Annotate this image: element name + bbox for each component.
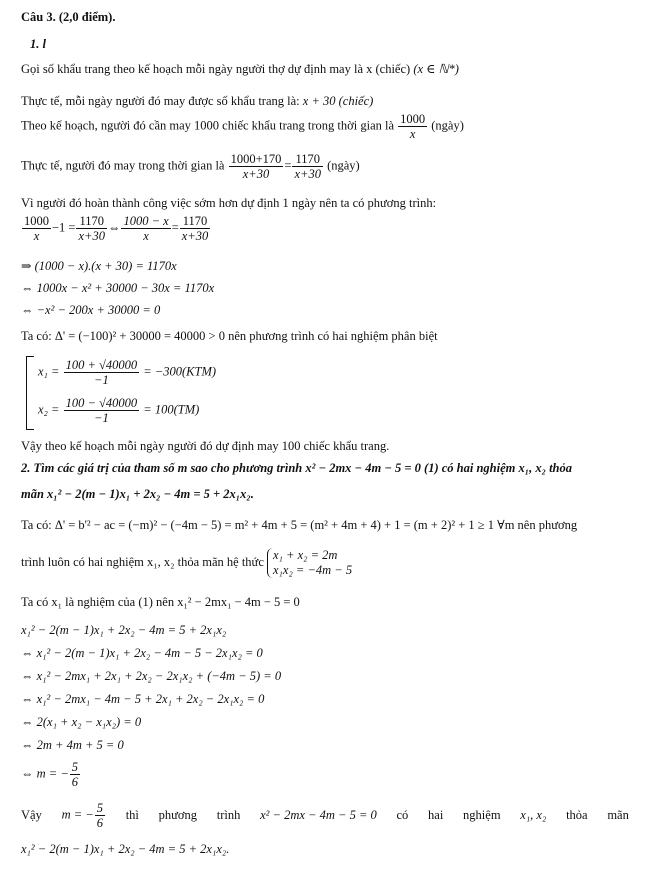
vieta-text: trình luôn có hai nghiệm x₁, x₂ thỏa mãn hệ thức — [21, 554, 264, 569]
plan-unit: (ngày) — [431, 118, 464, 133]
question-heading: Câu 3. (2,0 điểm). — [21, 10, 116, 24]
conclusion-2-last: x₁² − 2(m − 1)x₁ + 2x₂ − 4m = 5 + 2x₁x₂. — [21, 842, 230, 856]
root-x1: x₁ = $\frac{100 + √40000}{-1}$ = −300(KTM) — [38, 358, 217, 387]
intro-real: Thực tế, người đó may trong thời gian là $\frac{1000+170}{x+30}$ = $\frac{1170}{x+30}$ (ngày) — [21, 152, 360, 181]
final-fraction: $\frac{5}{6}$ — [71, 760, 79, 789]
actual-text: Thực tế, mỗi ngày người đó may được số khẩu trang là: — [21, 94, 300, 108]
delta-line-2: Ta có: Δ' = b'² − ac = (−m)² − (−4m − 5) = m² + 4m + 5 = (m² + 4m + 4) + 1 = (m + 2)² + 1 ≥ 1 ∀m nên phương — [21, 518, 578, 532]
eq1-frac-2: $\frac{1170}{x+30}$ — [78, 214, 105, 243]
actual-expr: x + 30 (chiếc) — [302, 94, 374, 108]
step2-line: ⇔ 2m + 4m + 5 = 0 — [21, 738, 124, 752]
root-x1-fraction: $\frac{100 + √40000}{-1}$ — [65, 358, 138, 387]
step2-line: x₁² − 2(m − 1)x₁ + 2x₂ − 4m = 5 + 2x₁x₂ — [21, 623, 227, 637]
real-unit: (ngày) — [327, 158, 360, 173]
eq1-frac-1: $\frac{1000}{x}$ — [24, 214, 49, 243]
step1-line: ⇒ (1000 − x).(x + 30) = 1170x — [21, 259, 177, 273]
equation-1: $\frac{1000}{x}$ −1 = $\frac{1170}{x+30}$ ⇔ $\frac{1000 - x}{x}$ = $\frac{1170}{x+30}$ — [24, 214, 209, 243]
let-text: Gọi số khẩu trang theo kế hoạch mỗi ngày người thợ dự định may là x (chiếc) — [21, 62, 411, 76]
roots-bracket — [26, 356, 34, 430]
conclusion-1: Vậy theo kế hoạch mỗi ngày người đó dự định may 100 chiếc khẩu trang. — [21, 439, 390, 453]
concl-fraction: $\frac{5}{6}$ — [96, 801, 103, 830]
part1-label: 1. l — [30, 37, 46, 51]
vieta-system: x₁ + x₂ = 2m x₁x₂ = −4m − 5 — [267, 548, 352, 578]
vieta-line — [21, 548, 352, 578]
real-text: Thực tế, người đó may trong thời gian là — [21, 158, 225, 173]
part2-title-2: mãn x₁² − 2(m − 1)x₁ + 2x₂ − 4m = 5 + 2x₁x₂. — [21, 487, 254, 501]
step1-line: ⇔ 1000x − x² + 30000 − 30x = 1170x — [21, 281, 215, 295]
let-condition: (x ∈ ℕ*) — [413, 62, 459, 76]
real-fraction-2: $\frac{1170}{x+30}$ — [294, 152, 321, 181]
intro-plan — [21, 112, 464, 141]
delta-line-1: Ta có: Δ' = (−100)² + 30000 = 40000 > 0 nên phương trình có hai nghiệm phân biệt — [21, 329, 438, 343]
plan-text: Theo kế hoạch, người đó cần may 1000 chiếc khẩu trang trong thời gian là — [21, 118, 395, 133]
eq1-frac-3: $\frac{1000 - x}{x}$ — [123, 214, 169, 243]
root-line: Ta có x₁ là nghiệm của (1) nên x₁² − 2mx₁ − 4m − 5 = 0 — [21, 595, 300, 609]
root-x2-fraction: $\frac{100 - √40000}{-1}$ — [65, 396, 138, 425]
step2-line: ⇔ x₁² − 2mx₁ − 4m − 5 + 2x₁ + 2x₂ − 2x₁x₂ = 0 — [21, 692, 265, 706]
real-fraction-1: $\frac{1000+170}{x+30}$ — [230, 152, 282, 181]
plan-fraction: $\frac{1000}{x}$ — [400, 112, 426, 141]
root-x2: x₂ = $\frac{100 - √40000}{-1}$ = 100(TM) — [38, 396, 200, 425]
conclusion-2: Vậy m = − $\frac{5}{6}$ thì phương trình x² − 2mx − 4m − 5 = 0 có hai nghiệm x₁, x₂ thỏa mãn — [21, 801, 629, 830]
since-text: Vì người đó hoàn thành công việc sớm hơn dự định 1 ngày nên ta có phương trình: — [21, 196, 437, 210]
intro-let — [21, 63, 459, 76]
step2-line: ⇔ 2(x₁ + x₂ − x₁x₂) = 0 — [21, 715, 142, 729]
part2-title: 2. Tìm các giá trị của tham số m sao cho phương trình x² − 2mx − 4m − 5 = 0 (1) có hai nghiệm x₁, x₂ thỏa — [21, 461, 573, 475]
step2-line: ⇔ x₁² − 2(m − 1)x₁ + 2x₂ − 4m − 5 − 2x₁x₂ = 0 — [21, 646, 263, 660]
final-m: ⇔ m = − $\frac{5}{6}$ — [21, 760, 79, 789]
step2-line: ⇔ x₁² − 2mx₁ + 2x₁ + 2x₂ − 2x₁x₂ + (−4m − 5) = 0 — [21, 669, 282, 683]
step1-line: ⇔ −x² − 200x + 30000 = 0 — [21, 303, 161, 317]
eq1-frac-4: $\frac{1170}{x+30}$ — [181, 214, 209, 243]
intro-actual — [21, 95, 373, 108]
